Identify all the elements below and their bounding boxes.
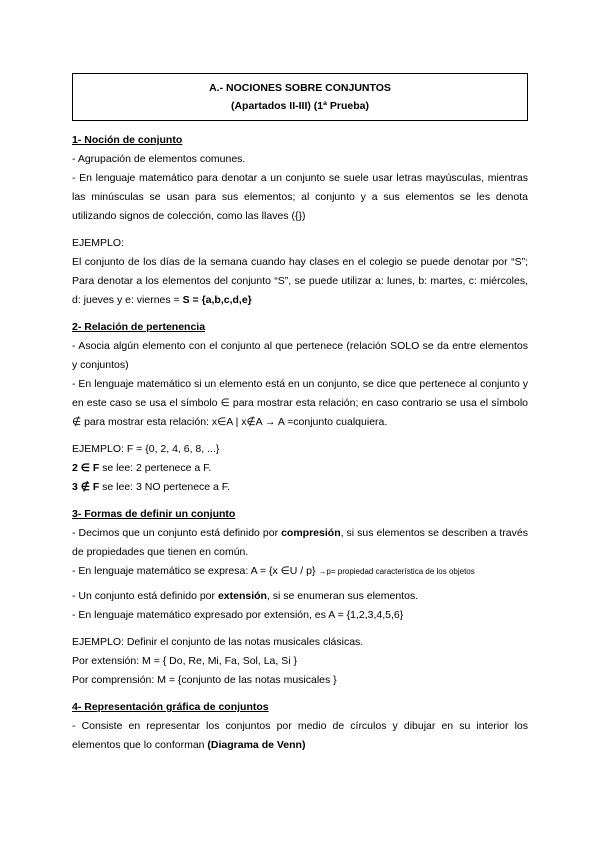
section-3-point-2 [72,562,528,581]
section-4-point-1 [72,717,528,755]
title-line-2: (Apartados II-III) (1ª Prueba) [230,100,370,112]
point-3-text-a: - Un conjunto está definido por [72,590,218,602]
example-2-symbol: 2 ∈ F [72,462,100,474]
section-4-bold: (Diagrama de Venn) [207,739,306,751]
section-3-point-4: - En lenguaje matemático expresado por extensión, es A = {1,2,3,4,5,6} [72,609,404,621]
section-2-point-2: - En lenguaje matemático si un elemento está en un conjunto, se dice que pertenece al conjunto y en este caso se usa el símbolo ∈ para mostrar esta relación; en caso contrario se usa el símbolo ∉ para mostrar esta relación: x∈A | x∉A → A =conjunto cualquiera. [72,378,528,428]
section-1-example-label: EJEMPLO: [72,237,124,249]
example-set: S = {a,b,c,d,e} [182,294,252,306]
example-2-text: se lee: 2 pertenece a F. [99,462,212,474]
document-page [72,73,528,755]
section-3-point-1 [72,524,528,562]
section-2-example-2 [72,459,528,478]
section-3-example-3: Por comprensión: M = {conjunto de las notas musicales } [72,674,337,686]
example-3-text: se lee: 3 NO pertenece a F. [99,481,230,493]
section-3-point-3 [72,587,528,606]
point-2-text: - En lenguaje matemático se expresa: A = {x ∈U / p} [72,565,319,577]
section-3-example-1: EJEMPLO: Definir el conjunto de las notas musicales clásicas. [72,636,364,648]
section-1-point-1: - Agrupación de elementos comunes. [72,153,246,165]
point-3-bold: extensión [217,590,267,602]
point-1-text-b: , si sus elementos se describen a través de propiedades que tienen en común. [72,527,528,558]
section-3-heading: 3- Formas de definir un conjunto [72,508,236,520]
section-1-point-2: - En lenguaje matemático para denotar a un conjunto se suele usar letras mayúsculas, mientras las minúsculas se usan para sus elementos; al conjunto y a sus elementos se les denota utilizando signos de colección, como las llaves ({}) [72,172,528,222]
section-1-example-text [72,253,528,310]
point-1-text-a: - Decimos que un conjunto está definido por [72,527,282,539]
section-2-example-1: EJEMPLO: F = {0, 2, 4, 6, 8, ...} [72,443,220,455]
point-3-text-b: , si se enumeran sus elementos. [266,590,419,602]
title-box [72,73,528,121]
example-text: El conjunto de los días de la semana cuando hay clases en el colegio se puede denotar por “S”; Para denotar a los elementos del conjunto “S”, se puede utilizar a: lunes, b: martes, c: miércoles, d: jueves y e: viernes = [72,256,528,306]
title-line-1: A.- NOCIONES SOBRE CONJUNTOS [209,82,391,94]
section-4-text: - Consiste en representar los conjuntos por medio de círculos y dibujar en su interior los elementos que lo conforman [72,720,528,751]
section-2-point-1: - Asocia algún elemento con el conjunto al que pertenece (relación SOLO se da entre elementos y conjuntos) [72,340,528,371]
section-2-example-3 [72,478,528,497]
section-3-example-2: Por extensión: M = { Do, Re, Mi, Fa, Sol, La, Si } [72,655,297,667]
point-1-bold: compresión [281,527,341,539]
section-2-heading: 2- Relación de pertenencia [72,321,206,333]
section-4-heading: 4- Representación gráfica de conjuntos [72,701,269,713]
point-2-note: →p= propiedad característica de los objetos [318,567,475,576]
section-1-heading: 1- Noción de conjunto [72,134,183,146]
example-3-symbol: 3 ∉ F [72,481,100,493]
